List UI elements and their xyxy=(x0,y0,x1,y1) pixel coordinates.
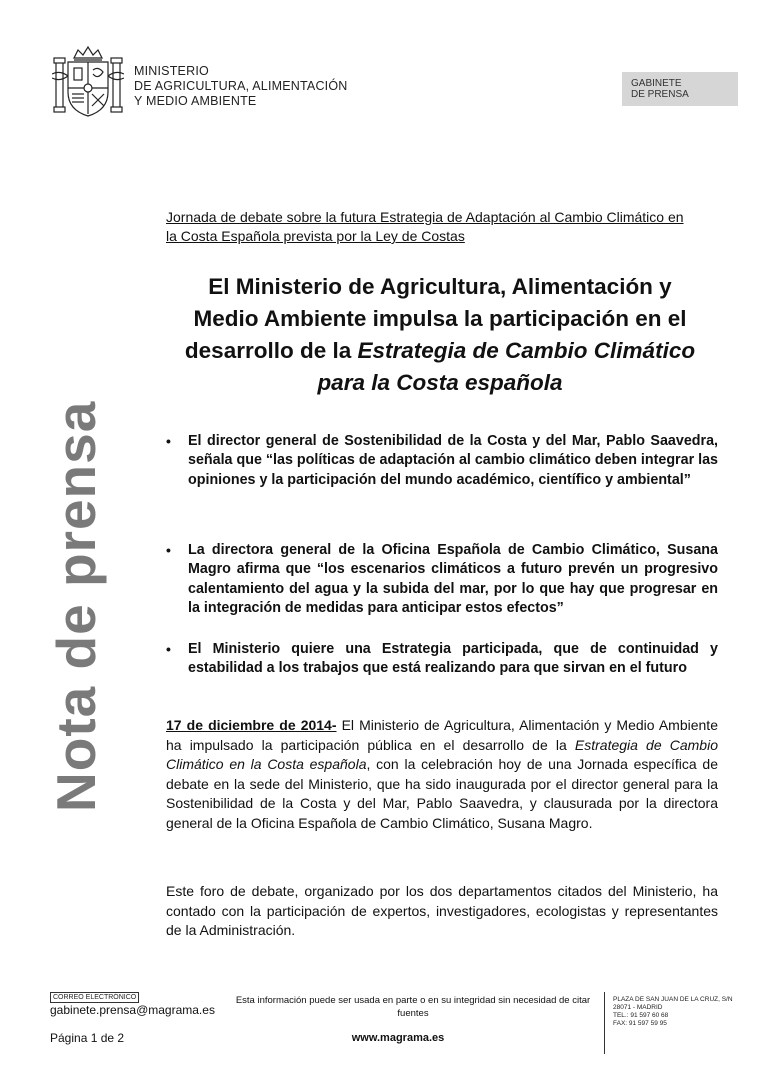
gabinete-line: GABINETE xyxy=(631,78,682,89)
subtitle-line: Jornada de debate sobre la futura Estrategia de Adaptación al Cambio Climático en xyxy=(166,209,684,225)
page-number: Página 1 de 2 xyxy=(50,1031,125,1045)
postal-address xyxy=(613,996,733,1028)
bullet-icon: • xyxy=(166,433,171,449)
usage-disclaimer: Esta información puede ser usada en parte o en su integridad sin necesidad de citar fuentes xyxy=(235,995,591,1019)
bullet-icon: • xyxy=(166,542,171,558)
headline-line xyxy=(150,335,730,367)
headline-italic: Estrategia de Cambio Climático xyxy=(357,338,696,363)
body-paragraph: Este foro de debate, organizado por los dos departamentos citados del Ministerio, ha contado con la participación de expertos, investigadores, ecologistas y representantes de la Administración. xyxy=(166,883,718,938)
subtitle-line: la Costa Española prevista por la Ley de Costas xyxy=(166,228,465,244)
coat-of-arms-logo xyxy=(52,44,124,120)
subtitle xyxy=(166,208,718,246)
body-text: El Ministerio de Agricultura, Alimentación y Medio Ambiente ha impulsado la participación pública en el desarrollo de la xyxy=(166,717,718,753)
body-paragraph xyxy=(166,716,718,833)
bullet-icon: • xyxy=(166,641,171,657)
body-italic: Estrategia de Cambio Climático en la Costa española xyxy=(166,736,718,772)
headline-italic: para la Costa española xyxy=(317,370,563,395)
headline-line xyxy=(150,367,730,399)
address-line: PLAZA DE SAN JUAN DE LA CRUZ, S/N xyxy=(613,996,733,1003)
ministry-line: MINISTERIO xyxy=(134,64,209,78)
side-title: Nota de prensa xyxy=(45,400,107,812)
crest-icon xyxy=(52,44,124,120)
footer-divider xyxy=(604,992,605,1054)
address-line: TEL.: 91 597 60 68 xyxy=(613,1012,669,1019)
gabinete-line: DE PRENSA xyxy=(631,89,689,100)
gabinete-badge xyxy=(622,72,738,106)
body-text: , con la celebración hoy de una Jornada específica de debate en la sede del Ministerio, que ha sido inaugurada por el director general para la Sostenibilidad de la Costa y del Mar, Pablo Saavedra, y clausurada por la directora general de la Oficina Española de Cambio Climático, Susana Magro. xyxy=(166,756,718,831)
headline xyxy=(150,271,730,399)
bullet-text: La directora general de la Oficina Española de Cambio Climático, Susana Magro afirma que “los escenarios climáticos a futuro prevén un progresivo calentamiento del agua y la subida del mar, por lo que hay que progresar en la integración de medidas para anticipar estos efectos” xyxy=(188,542,718,616)
address-line: 28071 - MADRID xyxy=(613,1004,663,1011)
email-label: CORREO ELECTRÓNICO xyxy=(50,992,139,1003)
ministry-line: Y MEDIO AMBIENTE xyxy=(134,94,257,108)
dateline: 17 de diciembre de 2014- xyxy=(166,717,337,733)
bullet-text: El Ministerio quiere una Estrategia participada, que de continuidad y estabilidad a los trabajos que está realizando para que sirvan en el futuro xyxy=(188,641,718,677)
email-link[interactable]: gabinete.prensa@magrama.es xyxy=(50,1003,215,1017)
ministry-name xyxy=(134,64,348,109)
headline-line: El Ministerio de Agricultura, Alimentación y xyxy=(208,274,672,299)
bullet-text: El director general de Sostenibilidad de la Costa y del Mar, Pablo Saavedra, señala que “las políticas de adaptación al cambio climático deben integrar las opiniones y la participación del mundo académico, científico y ambiental” xyxy=(188,433,718,488)
website-link[interactable]: www.magrama.es xyxy=(351,1032,445,1044)
headline-text: desarrollo de la xyxy=(184,338,358,363)
headline-line: Medio Ambiente impulsa la participación en el xyxy=(193,306,687,331)
address-line: FAX: 91 597 59 95 xyxy=(613,1020,667,1027)
ministry-line: DE AGRICULTURA, ALIMENTACIÓN xyxy=(134,79,348,93)
